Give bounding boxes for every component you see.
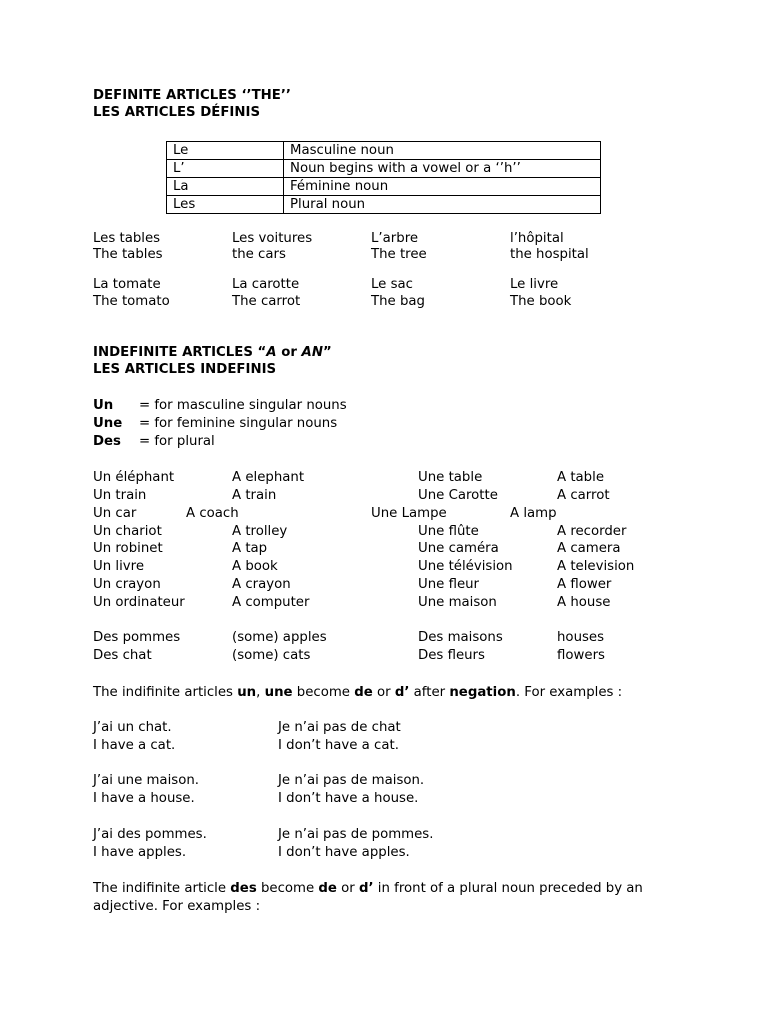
example-fr: l’hôpital: [510, 231, 564, 246]
indefinite-title-fr: LES ARTICLES INDEFINIS: [93, 362, 277, 377]
rule-word: Des: [93, 434, 121, 449]
sentence-fr-neg: Je n’ai pas de chat: [278, 720, 401, 735]
sentence-fr: J’ai des pommes.: [93, 827, 207, 842]
text-run: une: [264, 685, 293, 700]
vocab-en: A camera: [557, 541, 621, 556]
sentence-en: I have a house.: [93, 791, 195, 806]
sentence-fr-neg: Je n’ai pas de pommes.: [278, 827, 434, 842]
vocab-fr: Une maison: [418, 595, 497, 610]
definite-title-fr: LES ARTICLES DÉFINIS: [93, 105, 261, 120]
example-en: The carrot: [232, 294, 301, 309]
vocab-fr: Un livre: [93, 559, 144, 574]
plural-en: houses: [557, 630, 605, 645]
plural-en: flowers: [557, 648, 605, 663]
example-fr: L’arbre: [371, 231, 419, 246]
example-en: The tomato: [93, 294, 170, 309]
sentence-en: I have apples.: [93, 845, 187, 860]
example-fr: Les voitures: [232, 231, 313, 246]
vocab-en: A train: [232, 488, 277, 503]
plural-fr: Des fleurs: [418, 648, 485, 663]
example-fr: La tomate: [93, 277, 161, 292]
example-en: the cars: [232, 247, 286, 262]
table-cell: La: [167, 178, 284, 196]
example-en: The bag: [371, 294, 425, 309]
definite-articles-table: [166, 141, 601, 214]
sentence-fr: J’ai une maison.: [93, 773, 199, 788]
vocab-fr: Une fleur: [418, 577, 480, 592]
rule-text: = for plural: [139, 434, 215, 449]
table-cell: L’: [167, 160, 284, 178]
definite-title: DEFINITE ARTICLES ‘’THE’’: [93, 88, 291, 103]
rule-text: = for masculine singular nouns: [139, 398, 347, 413]
table-cell: Le: [167, 142, 284, 160]
vocab-fr: Une Carotte: [418, 488, 498, 503]
sentence-en-neg: I don’t have a cat.: [278, 738, 399, 753]
rule-text: = for feminine singular nouns: [139, 416, 338, 431]
negation-paragraph: [93, 684, 622, 701]
vocab-fr: Un chariot: [93, 524, 162, 539]
vocab-en: A flower: [557, 577, 612, 592]
text-run: in front of a plural noun preceded by an adjective. For examples :: [93, 881, 643, 914]
sentence-fr: J’ai un chat.: [93, 720, 172, 735]
plural-en: (some) apples: [232, 630, 327, 645]
table-cell: Noun begins with a vowel or a ‘’h’’: [284, 160, 601, 178]
vocab-fr: Une caméra: [418, 541, 499, 556]
vocab-en: A television: [557, 559, 635, 574]
table-cell: Masculine noun: [284, 142, 601, 160]
vocab-en: A house: [557, 595, 611, 610]
vocab-en: A coach: [186, 506, 239, 521]
text-run: un: [237, 685, 257, 700]
text-run: . For examples :: [515, 685, 623, 700]
text-run: d’: [394, 685, 410, 700]
plural-fr: Des pommes: [93, 630, 181, 645]
table-row: [167, 160, 601, 178]
example-en: the hospital: [510, 247, 589, 262]
text-run: negation: [449, 685, 516, 700]
vocab-en: A trolley: [232, 524, 288, 539]
vocab-fr: Un train: [93, 488, 147, 503]
text-run: The indifinite article: [93, 881, 231, 896]
vocab-en: A lamp: [510, 506, 557, 521]
example-en: The book: [510, 294, 572, 309]
vocab-fr: Un crayon: [93, 577, 161, 592]
example-fr: Le livre: [510, 277, 559, 292]
text-run: or: [372, 685, 395, 700]
adjective-paragraph: [93, 880, 693, 916]
vocab-en: A computer: [232, 595, 310, 610]
vocab-en: A carrot: [557, 488, 610, 503]
vocab-fr: Un ordinateur: [93, 595, 185, 610]
sentence-en: I have a cat.: [93, 738, 176, 753]
table-row: [167, 178, 601, 196]
text-run: ,: [256, 685, 265, 700]
vocab-fr: Un éléphant: [93, 470, 175, 485]
text-run: The indifinite articles: [93, 685, 238, 700]
vocab-fr: Un robinet: [93, 541, 163, 556]
vocab-en: A elephant: [232, 470, 305, 485]
rule-word: Un: [93, 398, 114, 413]
text-run: or: [336, 881, 359, 896]
table-cell: Les: [167, 196, 284, 214]
vocab-en: A crayon: [232, 577, 291, 592]
plural-fr: Des chat: [93, 648, 152, 663]
vocab-en: A table: [557, 470, 605, 485]
text-run: de: [318, 881, 337, 896]
indefinite-title-or: or: [276, 345, 302, 360]
indefinite-title: [93, 344, 332, 361]
sentence-fr-neg: Je n’ai pas de maison.: [278, 773, 425, 788]
example-fr: La carotte: [232, 277, 300, 292]
text-run: become: [292, 685, 355, 700]
text-run: after: [409, 685, 450, 700]
text-run: d’: [359, 881, 374, 896]
rule-word: Une: [93, 416, 123, 431]
table-row: [167, 142, 601, 160]
indefinite-title-a: A: [266, 345, 277, 360]
text-run: become: [256, 881, 319, 896]
table-cell: Féminine noun: [284, 178, 601, 196]
indefinite-title-end: ”: [322, 345, 332, 360]
plural-fr: Des maisons: [418, 630, 503, 645]
text-run: des: [230, 881, 257, 896]
vocab-en: A tap: [232, 541, 268, 556]
table-cell: Plural noun: [284, 196, 601, 214]
indefinite-title-an: AN: [301, 345, 323, 360]
example-en: The tree: [371, 247, 427, 262]
table-row: [167, 196, 601, 214]
vocab-fr: Une flûte: [418, 524, 479, 539]
indefinite-title-pre: INDEFINITE ARTICLES “: [93, 345, 267, 360]
sentence-en-neg: I don’t have a house.: [278, 791, 419, 806]
vocab-en: A book: [232, 559, 278, 574]
example-en: The tables: [93, 247, 163, 262]
example-fr: Les tables: [93, 231, 161, 246]
example-fr: Le sac: [371, 277, 413, 292]
vocab-fr: Une Lampe: [371, 506, 447, 521]
vocab-fr: Une table: [418, 470, 483, 485]
text-run: de: [354, 685, 373, 700]
sentence-en-neg: I don’t have apples.: [278, 845, 410, 860]
vocab-fr: Une télévision: [418, 559, 513, 574]
vocab-en: A recorder: [557, 524, 627, 539]
plural-en: (some) cats: [232, 648, 311, 663]
vocab-fr: Un car: [93, 506, 137, 521]
